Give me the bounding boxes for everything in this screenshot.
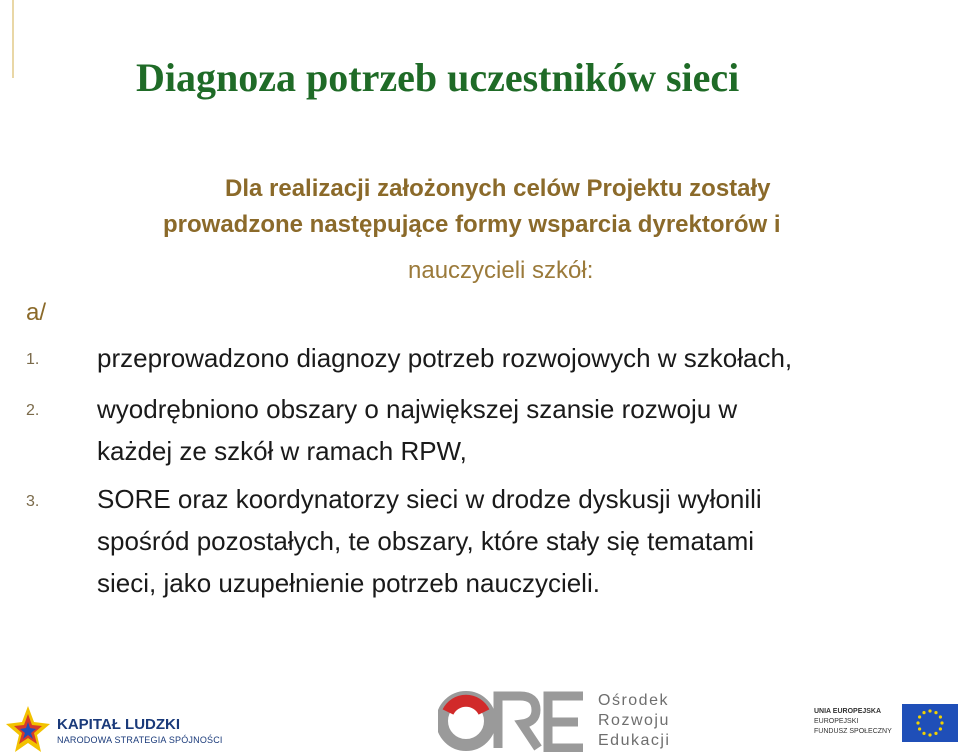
ore-name-line-1: Ośrodek xyxy=(598,692,669,709)
list-item-3-line-2: spośród pozostałych, te obszary, które stały się tematami xyxy=(97,526,755,556)
eu-flag-icon xyxy=(902,704,958,742)
list-item-1-line-1: przeprowadzono diagnozy potrzeb rozwojowych w szkołach, xyxy=(97,343,793,373)
section-marker: a/ xyxy=(26,299,47,326)
list-number-1: 1. xyxy=(26,351,40,368)
ore-name-line-3: Edukacji xyxy=(598,732,671,749)
intro-line-3: nauczycieli szkół: xyxy=(408,257,594,284)
eu-logo xyxy=(810,700,960,752)
ore-logo xyxy=(438,688,698,754)
kapital-ludzki-logo xyxy=(0,686,223,756)
list-number-3: 3. xyxy=(26,493,40,510)
list-item-2-line-1: wyodrębniono obszary o największej szansie rozwoju w xyxy=(97,394,738,424)
kapital-ludzki-title: KAPITAŁ LUDZKI xyxy=(57,716,181,733)
list-item-2-line-2: każdej ze szkół w ramach RPW, xyxy=(97,436,467,466)
ore-mark-icon xyxy=(438,690,588,752)
intro-line-2: prowadzone następujące formy wsparcia dyrektorów i xyxy=(163,211,781,238)
kapital-ludzki-subtitle: NARODOWA STRATEGIA SPÓJNOŚCI xyxy=(57,735,223,745)
eu-line-1: UNIA EUROPEJSKA xyxy=(814,708,882,715)
list-item-3-line-3: sieci, jako uzupełnienie potrzeb nauczycieli. xyxy=(97,568,600,598)
list-number-2: 2. xyxy=(26,402,40,419)
ore-name-line-2: Rozwoju xyxy=(598,712,670,729)
eu-line-3: FUNDUSZ SPOŁECZNY xyxy=(814,728,892,735)
footer-logos xyxy=(0,680,960,756)
eu-line-2: EUROPEJSKI xyxy=(814,718,859,725)
list-item-3-line-1: SORE oraz koordynatorzy sieci w drodze dyskusji wyłonili xyxy=(97,484,762,514)
slide-title: Diagnoza potrzeb uczestników sieci xyxy=(136,55,740,100)
decorative-border xyxy=(0,0,14,78)
kapital-ludzki-star-icon xyxy=(4,704,52,756)
intro-line-1: Dla realizacji założonych celów Projektu zostały xyxy=(225,175,771,202)
